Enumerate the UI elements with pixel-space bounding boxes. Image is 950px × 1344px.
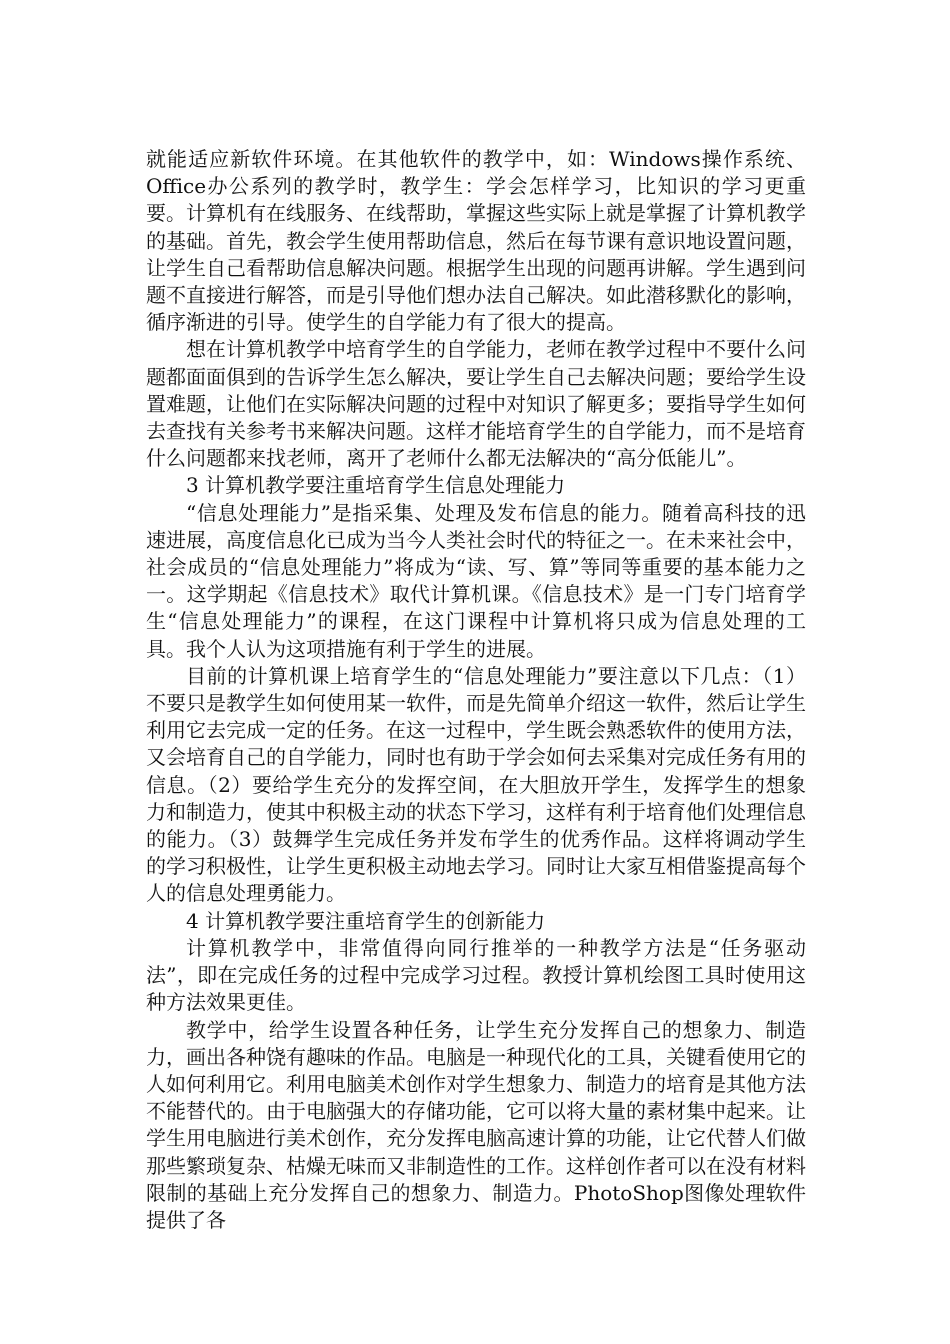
section-heading-3: 3 计算机教学要注重培育学生信息处理能力 [186, 473, 566, 498]
paragraph-self-study: 想在计算机教学中培育学生的自学能力，老师在教学过程中不要什么问题都面面俱到的告诉学生怎么解决，要让学生自己去解决问题；要给学生设置难题，让他们在实际解决问题的过程中对知识了解更多；要指导学生如何去查找有关参考书来解决问题。这样才能培育学生的自学能力，而不是培育什么问题都来找老师，离开了老师什么都无法解决的“高分低能儿”。 [146, 337, 806, 471]
paragraph-info-processing: “信息处理能力”是指采集、处理及发布信息的能力。随着高科技的迅速进展，高度信息化已成为当今人类社会时代的特征之一。在未来社会中，社会成员的“信息处理能力”将成为“读、写、算”等同等重要的基本能力之一。这学期起《信息技术》取代计算机课。《信息技术》是一门专门培育学生“信息处理能力”的课程，在这门课程中计算机将只成为信息处理的工具。我个人认为这项措施有利于学生的进展。 [146, 500, 806, 661]
paragraph-creativity: 教学中，给学生设置各种任务，让学生充分发挥自己的想象力、制造力，画出各种饶有趣味的作品。电脑是一种现代化的工具，关键看使用它的人如何利用它。利用电脑美术创作对学生想象力、制造力的培育是其他方法不能替代的。由于电脑强大的存储功能，它可以将大量的素材集中起来。让学生用电脑进行美术创作，充分发挥电脑高速计算的功能，让它代替人们做那些繁琐复杂、枯燥无味而又非制造性的工作。这样创作者可以在没有材料限制的基础上充分发挥自己的想象力、制造力。PhotoShop图像处理软件提供了各 [146, 1017, 806, 1232]
paragraph-intro: 就能适应新软件环境。在其他软件的教学中，如：Windows操作系统、Office办公系列的教学时，教学生：学会怎样学习，比知识的学习更重要。计算机有在线服务、在线帮助，掌握这些实际上就是掌握了计算机教学的基础。首先，教会学生使用帮助信息，然后在每节课有意识地设置问题，让学生自己看帮助信息解决问题。根据学生出现的问题再讲解。学生遇到问题不直接进行解答，而是引导他们想办法自己解决。如此潜移默化的影响，循序渐进的引导。使学生的自学能力有了很大的提高。 [146, 147, 806, 335]
paragraph-info-points: 目前的计算机课上培育学生的“信息处理能力”要注意以下几点：（1）不要只是教学生如何使用某一软件，而是先简单介绍这一软件，然后让学生利用它去完成一定的任务。在这一过程中，学生既会熟悉软件的使用方法，又会培育自己的自学能力，同时也有助于学会如何去采集对完成任务有用的信息。（2）要给学生充分的发挥空间，在大胆放开学生，发挥学生的想象力和制造力，使其中积极主动的状态下学习，这样有利于培育他们处理信息的能力。（3）鼓舞学生完成任务并发布学生的优秀作品。这样将调动学生的学习积极性，让学生更积极主动地去学习。同时让大家互相借鉴提高每个人的信息处理勇能力。 [146, 663, 806, 906]
section-heading-4: 4 计算机教学要注重培育学生的创新能力 [186, 908, 546, 933]
paragraph-task-driven: 计算机教学中，非常值得向同行推举的一种教学方法是“任务驱动法”，即在完成任务的过程中完成学习过程。教授计算机绘图工具时使用这种方法效果更佳。 [146, 935, 806, 1015]
document-page [146, 146, 806, 1234]
